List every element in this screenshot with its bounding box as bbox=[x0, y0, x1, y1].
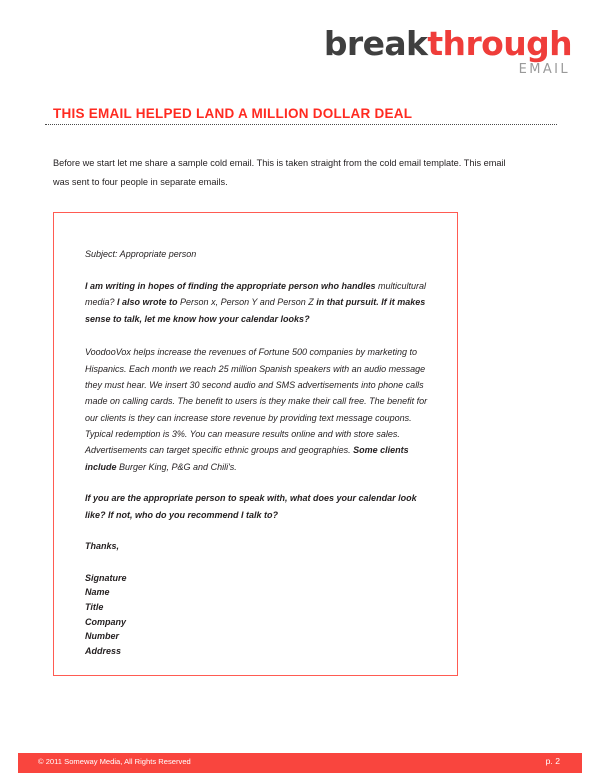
logo-word-through: through bbox=[427, 24, 572, 63]
email-p2-segment-2: Some clients include bbox=[85, 445, 409, 472]
email-paragraph-1 bbox=[85, 278, 429, 327]
page-title: THIS EMAIL HELPED LAND A MILLION DOLLAR DEAL bbox=[53, 106, 413, 121]
intro-paragraph: Before we start let me share a sample cold email. This is taken straight from the cold email template. This email was sent to four people in separate emails. bbox=[53, 158, 506, 187]
logo-subtitle: EMAIL bbox=[518, 62, 570, 77]
email-p1-segment-5: in that pursuit. If it makes sense to talk, let me know how your calendar looks? bbox=[85, 297, 426, 324]
email-signature-block bbox=[85, 571, 429, 658]
email-p1-segment-1: I am writing in hopes of finding the appropriate person who handles bbox=[85, 281, 379, 291]
signature-line: Number bbox=[85, 631, 120, 642]
email-p1-segment-2: multicultural media? bbox=[85, 281, 427, 308]
email-paragraph-2 bbox=[85, 344, 429, 475]
signature-line: Signature bbox=[85, 572, 127, 583]
signature-line: Name bbox=[85, 587, 110, 598]
title-divider bbox=[45, 124, 557, 125]
email-paragraph-3 bbox=[85, 490, 429, 523]
logo-wordmark bbox=[323, 24, 572, 63]
footer-page-number: p. 2 bbox=[545, 756, 560, 766]
email-p3-text: If you are the appropriate person to speak with, what does your calendar look like? If not, who do you recommend I talk to? bbox=[85, 493, 417, 520]
email-subject-line: Subject: Appropriate person bbox=[85, 249, 197, 259]
page-footer bbox=[18, 753, 582, 773]
sample-email-content bbox=[54, 213, 457, 658]
logo-word-break: break bbox=[323, 24, 428, 63]
signature-line: Company bbox=[85, 616, 127, 627]
email-p1-segment-4: Person x, Person Y and Person Z bbox=[180, 297, 317, 308]
sample-email-box bbox=[53, 212, 458, 676]
email-closing: Thanks, bbox=[85, 540, 120, 551]
signature-line: Title bbox=[85, 602, 104, 613]
signature-line: Address bbox=[85, 645, 122, 656]
email-p2-segment-3: Burger King, P&G and Chili's. bbox=[119, 461, 237, 472]
brand-logo bbox=[323, 24, 572, 77]
email-p1-segment-3: I also wrote to bbox=[117, 297, 181, 308]
footer-copyright: © 2011 Someway Media, All Rights Reserved bbox=[38, 757, 191, 766]
email-p2-segment-1: VoodooVox helps increase the revenues of Fortune 500 companies by marketing to Hispanics. Each month we reach 25 million Spanish speakers with an audio message they must hear. We insert 30 second audio and SMS advertisements into phone calls made on calling cards. The benefit to users is they make their call free. The benefit for our clients is they can increase store revenue by providing text message coupons. Typical redemption is 3%. You can measure results online and with store sales. Advertisements can target specific ethnic groups and geographies. bbox=[85, 347, 428, 456]
